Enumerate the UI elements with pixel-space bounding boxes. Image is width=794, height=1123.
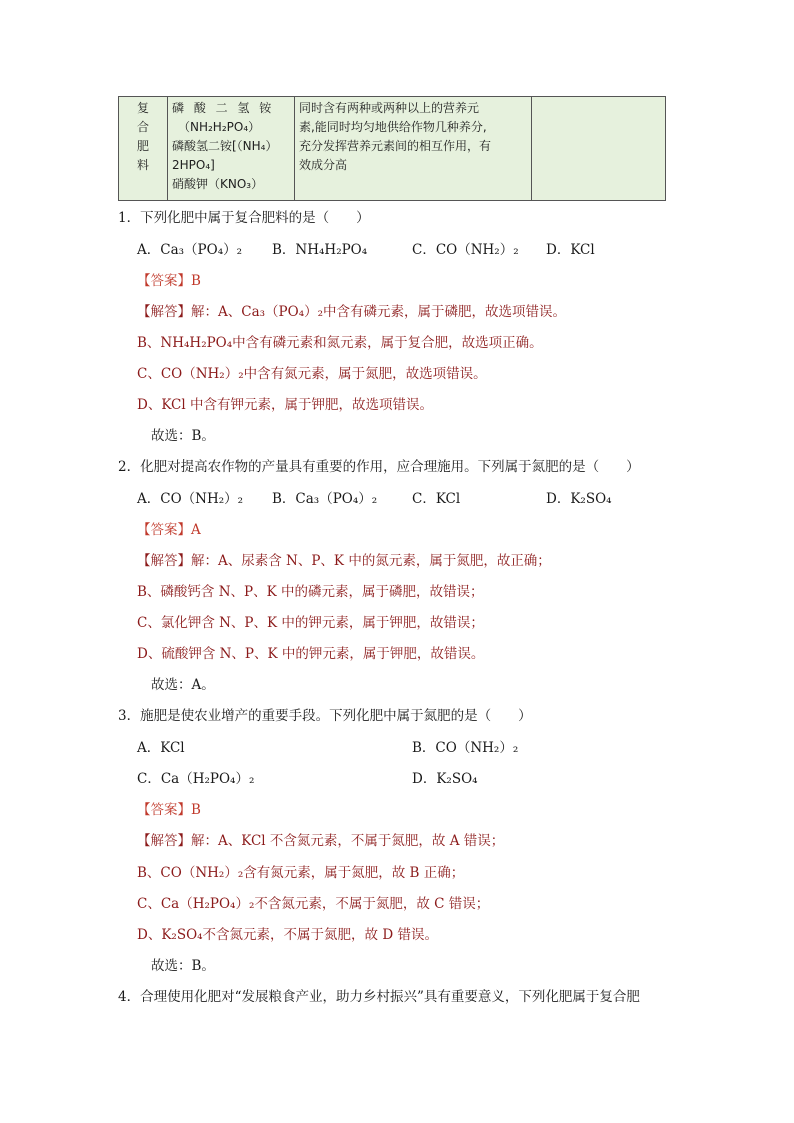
category-char: 肥 (136, 139, 149, 153)
option: C．CO（NH₂）₂ (412, 242, 519, 258)
explanation-line: B、NH₄H₂PO₄中含有磷元素和氮元素，属于复合肥，故选项正确。 (137, 335, 543, 351)
explanation-line: B、磷酸钙含 N、P、K 中的磷元素，属于磷肥，故错误； (137, 584, 484, 600)
option: A．KCl (137, 740, 185, 756)
answer: 【答案】B (137, 802, 201, 818)
description-line: 同时含有两种或两种以上的营养元 (299, 101, 480, 115)
option: D．K₂SO₄ (412, 771, 478, 787)
explanation-line: 【解答】解：A、Ca₃（PO₄）₂中含有磷元素，属于磷肥，故选项错误。 (137, 304, 567, 320)
choice-line: 故选：B。 (151, 428, 215, 444)
explanation-line: D、K₂SO₄不含氮元素，不属于氮肥，故 D 错误。 (137, 927, 438, 943)
question-stem: 4．合理使用化肥对“发展粮食产业，助力乡村振兴”具有重要意义，下列化肥属于复合肥 (118, 989, 640, 1005)
description-cell (295, 97, 532, 201)
choice-line: 故选：A。 (151, 677, 215, 693)
fertilizer-table (118, 96, 666, 201)
option: A．CO（NH₂）₂ (137, 491, 244, 507)
answer: 【答案】A (137, 522, 201, 538)
example-line: （NH₂H₂PO₄） (178, 120, 261, 134)
example-line: 硝酸钾（KNO₃） (172, 177, 264, 191)
category-char: 合 (136, 120, 149, 134)
option: B．NH₄H₂PO₄ (272, 242, 368, 258)
explanation-line: C、氯化钾含 N、P、K 中的钾元素，属于钾肥，故错误； (137, 615, 484, 631)
option: D．KCl (546, 242, 595, 258)
example-line: 磷酸氢二铵[（NH₄） (172, 139, 278, 153)
explanation-line: C、CO（NH₂）₂中含有氮元素，属于氮肥，故选项错误。 (137, 366, 487, 382)
category-char: 复 (136, 101, 149, 115)
explanation-line: 【解答】解：A、KCl 不含氮元素，不属于氮肥，故 A 错误； (137, 833, 505, 849)
answer: 【答案】B (137, 273, 201, 289)
choice-line: 故选：B。 (151, 958, 215, 974)
description-line: 素,能同时均匀地供给作物几种养分, (299, 120, 487, 134)
explanation-line: C、Ca（H₂PO₄）₂不含氮元素，不属于氮肥，故 C 错误； (137, 896, 490, 912)
category-cell (119, 97, 168, 201)
description-line: 效成分高 (299, 158, 348, 172)
explanation-line: 【解答】解：A、尿素含 N、P、K 中的氮元素，属于氮肥，故正确； (137, 553, 551, 569)
question-stem: 3．施肥是使农业增产的重要手段。下列化肥中属于氮肥的是（ ） (118, 708, 532, 724)
example-line: 2HPO₄] (172, 158, 215, 172)
option: A．Ca₃（PO₄）₂ (137, 242, 243, 258)
explanation-line: D、硫酸钾含 N、P、K 中的钾元素，属于钾肥，故错误。 (137, 646, 485, 662)
question-stem: 1．下列化肥中属于复合肥料的是（ ） (118, 210, 370, 226)
description-line: 充分发挥营养元素间的相互作用，有 (299, 139, 492, 153)
category-char: 料 (136, 158, 149, 172)
option: B．Ca₃（PO₄）₂ (272, 491, 378, 507)
explanation-line: B、CO（NH₂）₂含有氮元素，属于氮肥，故 B 正确； (137, 865, 465, 881)
explanation-line: D、KCl 中含有钾元素，属于钾肥，故选项错误。 (137, 397, 433, 413)
empty-cell (532, 97, 666, 201)
examples-cell (168, 97, 295, 201)
option: C．Ca（H₂PO₄）₂ (137, 771, 255, 787)
option: D．K₂SO₄ (546, 491, 612, 507)
question-stem: 2．化肥对提高农作物的产量具有重要的作用，应合理施用。下列属于氮肥的是（ ） (118, 459, 640, 475)
option: B．CO（NH₂）₂ (412, 740, 519, 756)
example-line: 磷 酸 二 氢 铵 (172, 101, 275, 115)
option: C．KCl (412, 491, 461, 507)
